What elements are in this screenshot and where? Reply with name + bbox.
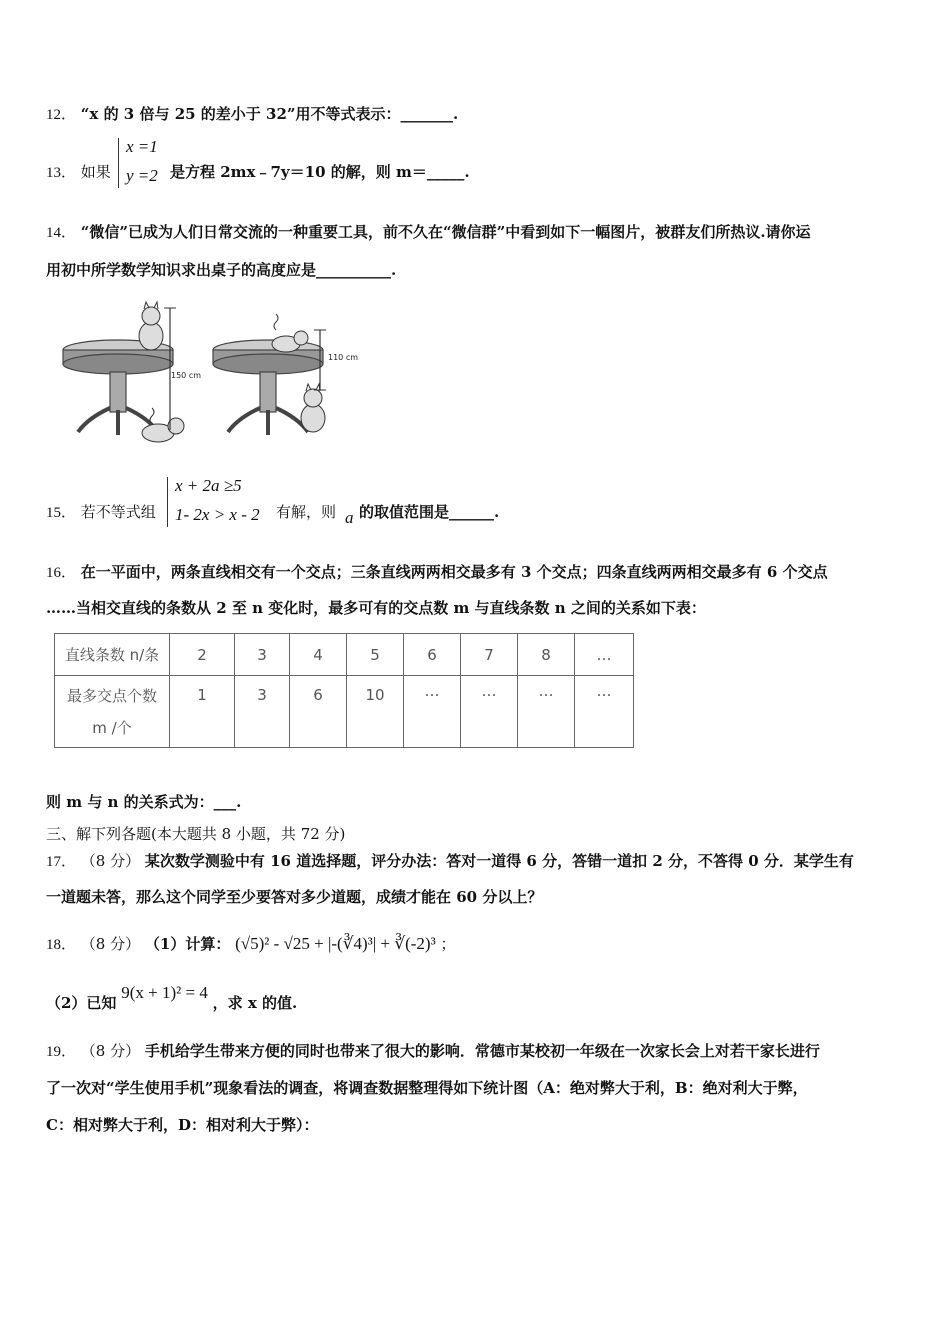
table-cell: 3 [235,634,290,676]
question-text-line1: “微信”已成为人们日常交流的一种重要工具，前不久在“微信群”中看到如下一幅图片，被群友们所热议.请你运 [80,223,811,241]
question-text-line2: 用初中所学数学知识求出桌子的高度应是__________. [46,261,397,279]
section-heading: 三、解下列各题(本大题共 8 小题，共 72 分) [46,825,346,843]
question-middle [276,501,336,522]
question-12 [46,103,458,124]
table-cell: 10 [347,676,404,748]
question-19 [46,1040,820,1061]
question-18 [46,933,455,954]
question-text: “x 的 3 倍与 25 的差小于 32”用不等式表示：_______. [80,105,459,123]
equation-brace [118,138,119,188]
question-number: 19． [46,1044,77,1060]
question-number: 13． [46,165,77,181]
question-13 [46,161,111,182]
question-part1: （1）计算： [144,935,231,953]
table-cell: 2 [170,634,235,676]
inequality-2: 1- 2x > x - 2 [175,505,260,524]
question-18-part2 [46,983,298,1013]
label-150cm: 150 cm [171,371,202,380]
table-row [55,634,634,676]
question-end: ； [440,935,456,953]
question-number: 16． [46,565,77,581]
left-table [63,340,173,435]
question-suffix: 是方程 2mx﹣7y＝10 的解，则 m＝_____. [170,163,470,181]
table-cell: 4 [290,634,347,676]
expression-1: (√5)² - √25 + |-(∛4)³| + ∛(-2)³ [235,934,436,953]
question-number: 15． [46,505,77,521]
question-number: 17． [46,854,77,870]
expression-2: 9(x + 1)² = 4 [121,983,208,1002]
question-text-line2: 了一次对“学生使用手机”现象看法的调查，将调查数据整理得如下统计图（A：绝对弊大于利，B：绝对利大于弊， [46,1079,808,1097]
table-cell: 6 [290,676,347,748]
table-header-cell: 直线条数 n/条 [55,634,170,676]
question-14 [46,221,811,242]
table-cell: … [575,676,634,748]
table-row [55,676,634,748]
question-16-after: 则 m 与 n 的关系式为：___. [46,793,242,811]
table-cell: … [518,676,575,748]
question-number: 18． [46,937,77,953]
question-15 [46,501,156,522]
table-cell: … [461,676,518,748]
cat-icon [139,302,163,350]
equation-1: x =1 [126,137,158,156]
table-header-line: 最多交点个数 [66,686,157,705]
table-cell: 5 [347,634,404,676]
table-cell: … [404,676,461,748]
question-end: ，求 x 的值. [212,994,298,1012]
question-score: （8 分） [80,852,141,870]
question-text-line1: 某次数学测验中有 16 道选择题，评分办法：答对一道得 6 分，答错一道扣 2 分，不答得 0 分．某学生有 [144,852,854,870]
variable-a: a [345,508,354,527]
table-cell: 3 [235,676,290,748]
table-header-cell [55,676,170,748]
question-17 [46,850,854,871]
question-text-line2: 一道题未答，那么这个同学至少要答对多少道题，成绩才能在 60 分以上？ [46,888,543,906]
question-number: 14． [46,225,77,241]
question-suffix: 的取值范围是______. [359,503,500,521]
question-text-line3: C：相对弊大于利，D：相对利大于弊）： [46,1116,319,1134]
question-text-line1: 在一平面中，两条直线相交有一个交点；三条直线两两相交最多有 3 个交点；四条直线两两相交最多有 6 个交点 [80,563,828,581]
inequality-brace [167,477,168,527]
question-prefix: 若不等式组 [80,503,156,521]
question-text-line2: ……当相交直线的条数从 2 至 n 变化时，最多可有的交点数 m 与直线条数 n 之间的关系如下表： [46,599,706,617]
table-cell: 1 [170,676,235,748]
question-prefix: 如果 [80,163,111,181]
table-cat-figure [58,300,368,450]
table-cell: 8 [518,634,575,676]
table-header-line: m /个 [92,718,132,737]
cat-icon [301,384,325,432]
table-cell: … [575,634,634,676]
question-middle-text: 有解，则 [276,503,337,521]
question-score: （8 分） [80,1042,141,1060]
question-number: 12． [46,107,77,123]
label-110cm: 110 cm [328,353,359,362]
question-16 [46,561,828,582]
lines-intersections-table [54,633,634,748]
table-cell: 6 [404,634,461,676]
question-score: （8 分） [80,935,141,953]
question-text-line1: 手机给学生带来方便的同时也带来了很大的影响．常德市某校初一年级在一次家长会上对若干家长进行 [144,1042,820,1060]
table-cell: 7 [461,634,518,676]
question-part2: （2）已知 [46,994,117,1012]
cat-icon [142,408,184,442]
equation-2: y =2 [126,166,158,185]
inequality-1: x + 2a ≥5 [175,476,242,495]
